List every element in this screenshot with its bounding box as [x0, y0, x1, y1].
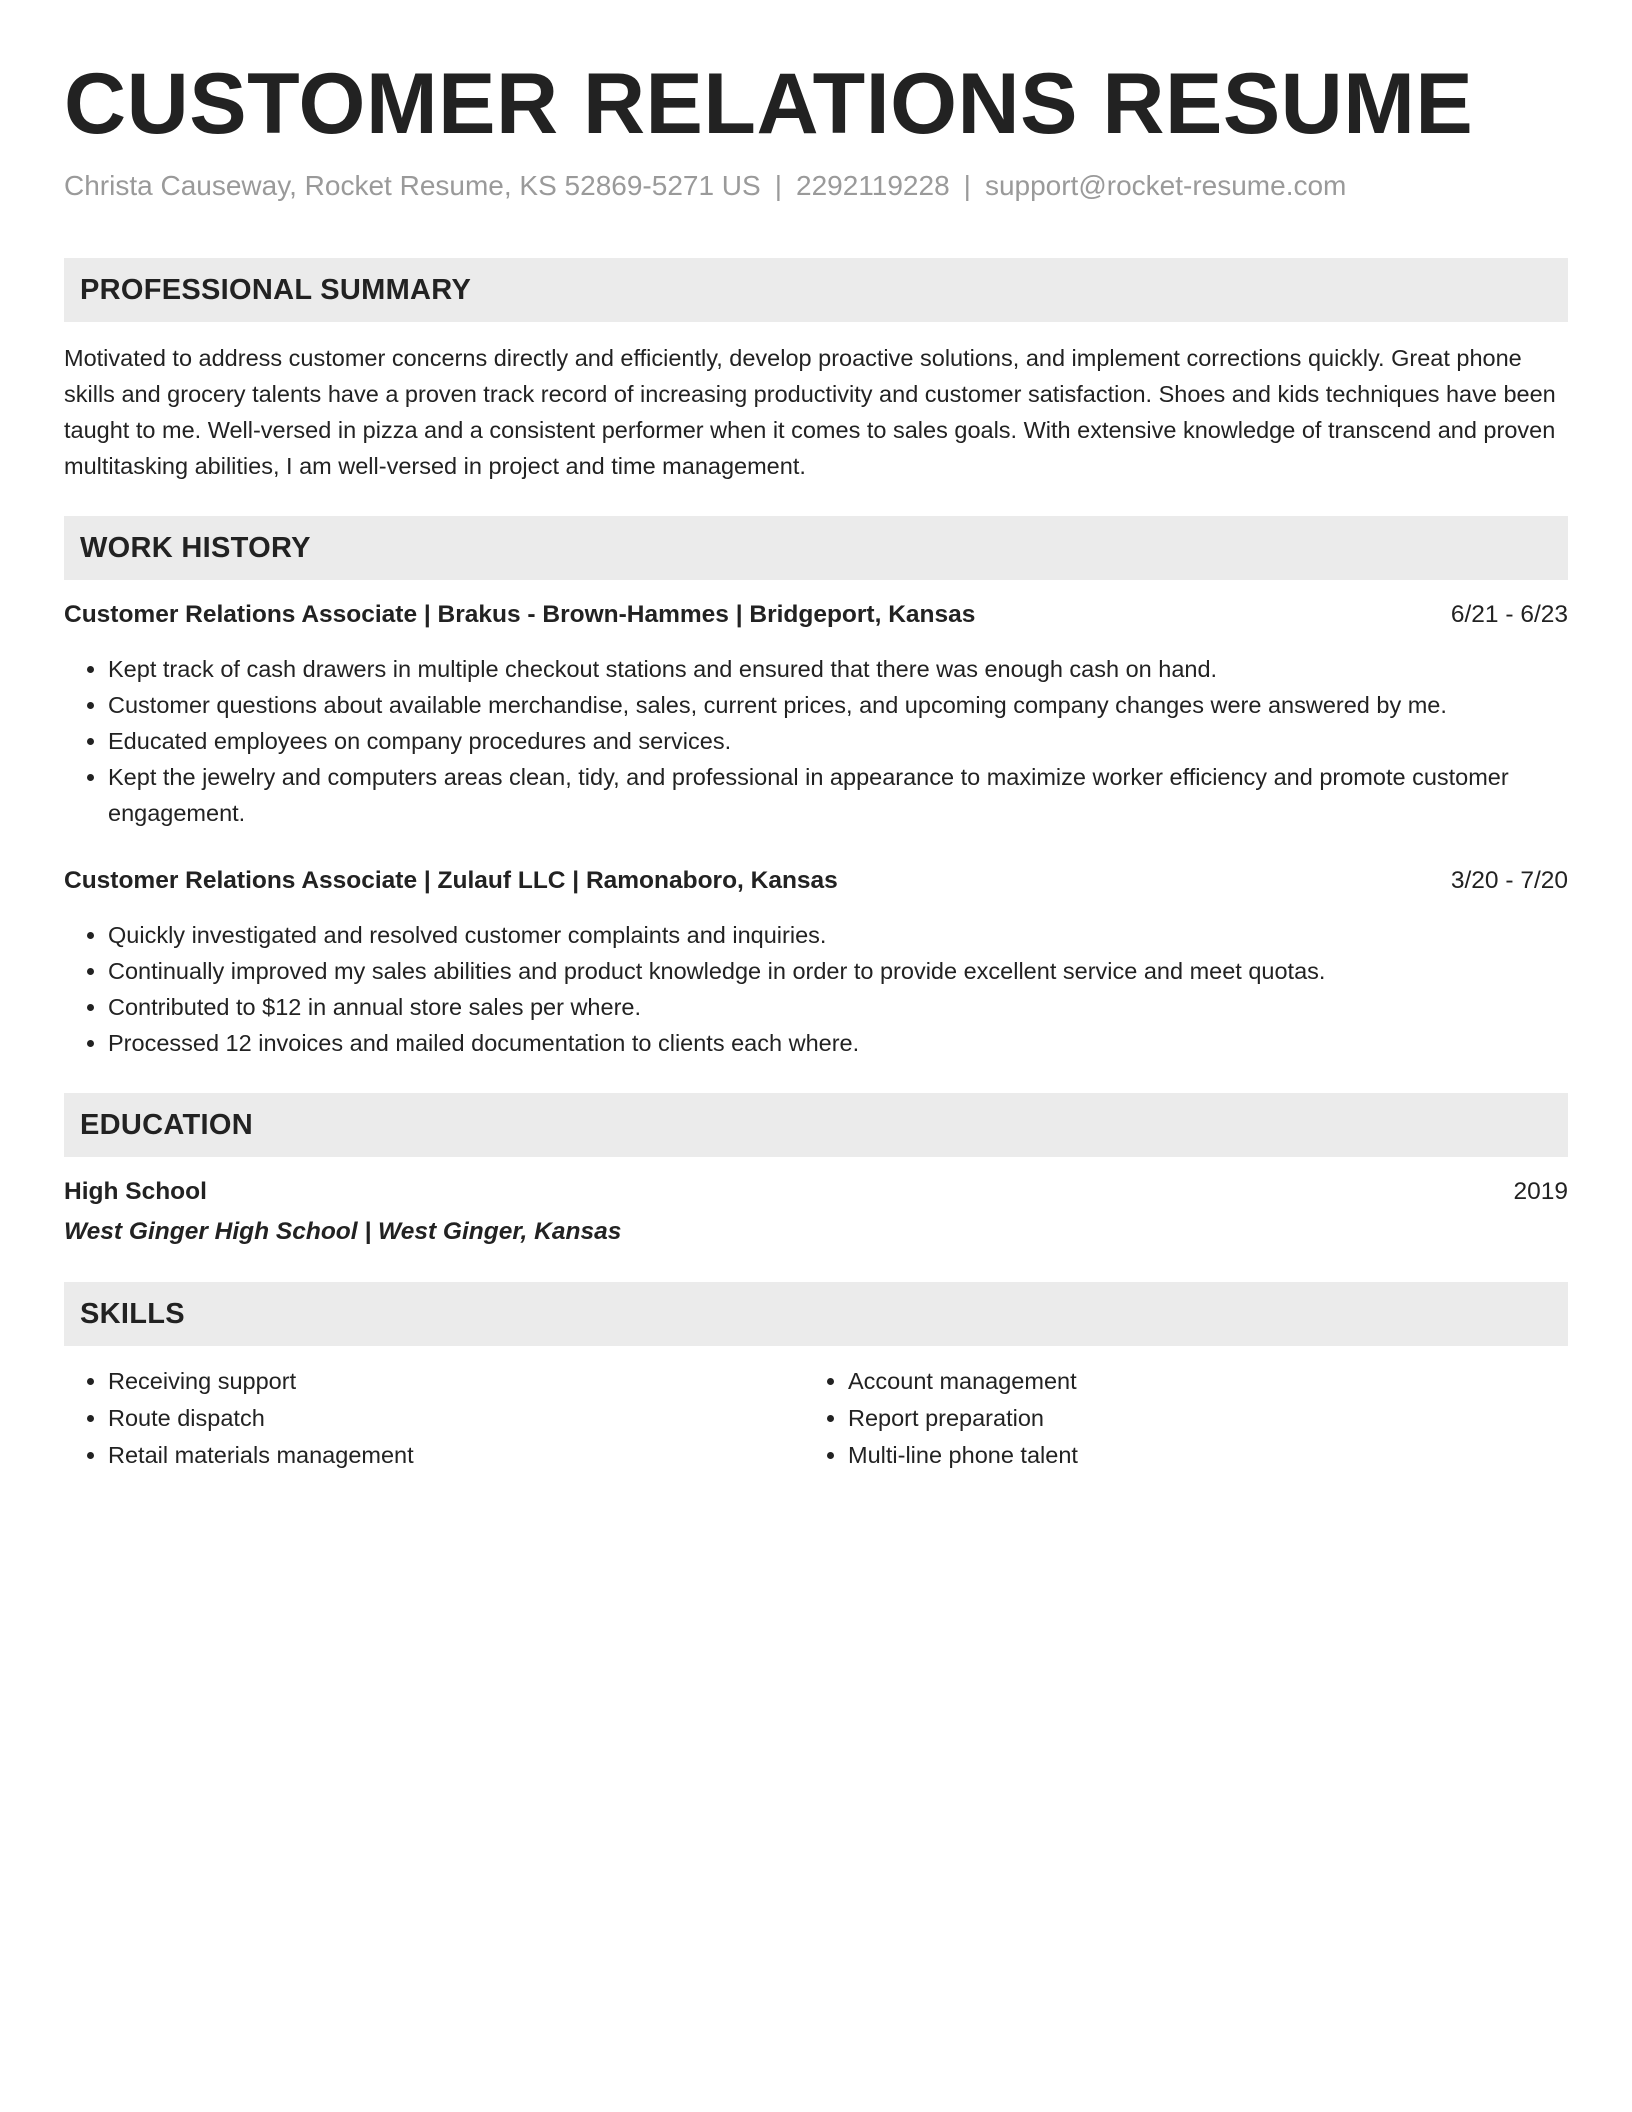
job-bullet-list	[64, 917, 1568, 1061]
contact-email: support@rocket-resume.com	[984, 170, 1347, 201]
job-title: Customer Relations Associate | Zulauf LLC | Ramonaboro, Kansas	[64, 867, 838, 894]
skill-item: • Route dispatch	[108, 1400, 804, 1437]
skills-heading: SKILLS	[64, 1282, 1568, 1346]
job-entry-header	[64, 863, 1568, 899]
job-bullet: • Kept track of cash drawers in multiple checkout stations and ensured that there was enough cash on hand.	[108, 651, 1568, 687]
skill-item: • Retail materials management	[108, 1437, 804, 1474]
summary-heading: PROFESSIONAL SUMMARY	[64, 258, 1568, 322]
job-title: Customer Relations Associate | Brakus - Brown-Hammes | Bridgeport, Kansas	[64, 601, 976, 628]
contact-line	[64, 168, 1568, 204]
job-bullet-list	[64, 651, 1568, 831]
contact-phone: 2292119228	[796, 170, 950, 201]
summary-text: Motivated to address customer concerns directly and efficiently, develop proactive solutions, and implement corrections quickly. Great phone skills and grocery talents have a proven track record of increasing productivity and customer satisfaction. Shoes and kids techniques have been taught to me. Well-versed in pizza and a consistent performer when it comes to sales goals. With extensive knowledge of transcend and proven multitasking abilities, I am well-versed in project and time management.	[64, 345, 1556, 479]
skills-column-left	[64, 1363, 804, 1474]
skill-item: • Receiving support	[108, 1363, 804, 1400]
work-history-heading: WORK HISTORY	[64, 516, 1568, 580]
job-bullet: • Educated employees on company procedures and services.	[108, 723, 1568, 759]
job-bullet: • Quickly investigated and resolved customer complaints and inquiries.	[108, 917, 1568, 953]
contact-address: Christa Causeway, Rocket Resume, KS 52869-5271 US	[64, 170, 761, 201]
job-bullet: • Processed 12 invoices and mailed documentation to clients each where.	[108, 1025, 1568, 1061]
skill-item: • Multi-line phone talent	[848, 1437, 1544, 1474]
education-year: 2019	[1513, 1178, 1568, 1205]
skills-grid	[64, 1363, 1568, 1474]
job-bullet: • Kept the jewelry and computers areas clean, tidy, and professional in appearance to maximize worker efficiency and promote customer engagement.	[108, 759, 1568, 831]
resume-title: CUSTOMER RELATIONS RESUME	[64, 56, 1474, 152]
education-degree: High School	[64, 1178, 207, 1205]
job-dates: 3/20 - 7/20	[1450, 867, 1568, 894]
job-dates: 6/21 - 6/23	[1450, 601, 1568, 628]
skills-column-right	[804, 1363, 1544, 1474]
job-bullet: • Customer questions about available merchandise, sales, current prices, and upcoming company changes were answered by me.	[108, 687, 1568, 723]
job-bullet: • Continually improved my sales abilities and product knowledge in order to provide excellent service and meet quotas.	[108, 953, 1568, 989]
skill-item: • Report preparation	[848, 1400, 1544, 1437]
job-bullet: • Contributed to $12 in annual store sales per where.	[108, 989, 1568, 1025]
education-school: West Ginger High School | West Ginger, Kansas	[64, 1218, 622, 1245]
skill-item: • Account management	[848, 1363, 1544, 1400]
contact-separator: |	[963, 170, 971, 201]
contact-separator: |	[774, 170, 782, 201]
education-heading: EDUCATION	[64, 1093, 1568, 1157]
job-entry-header	[64, 597, 1568, 633]
education-entry-header	[64, 1174, 1568, 1210]
